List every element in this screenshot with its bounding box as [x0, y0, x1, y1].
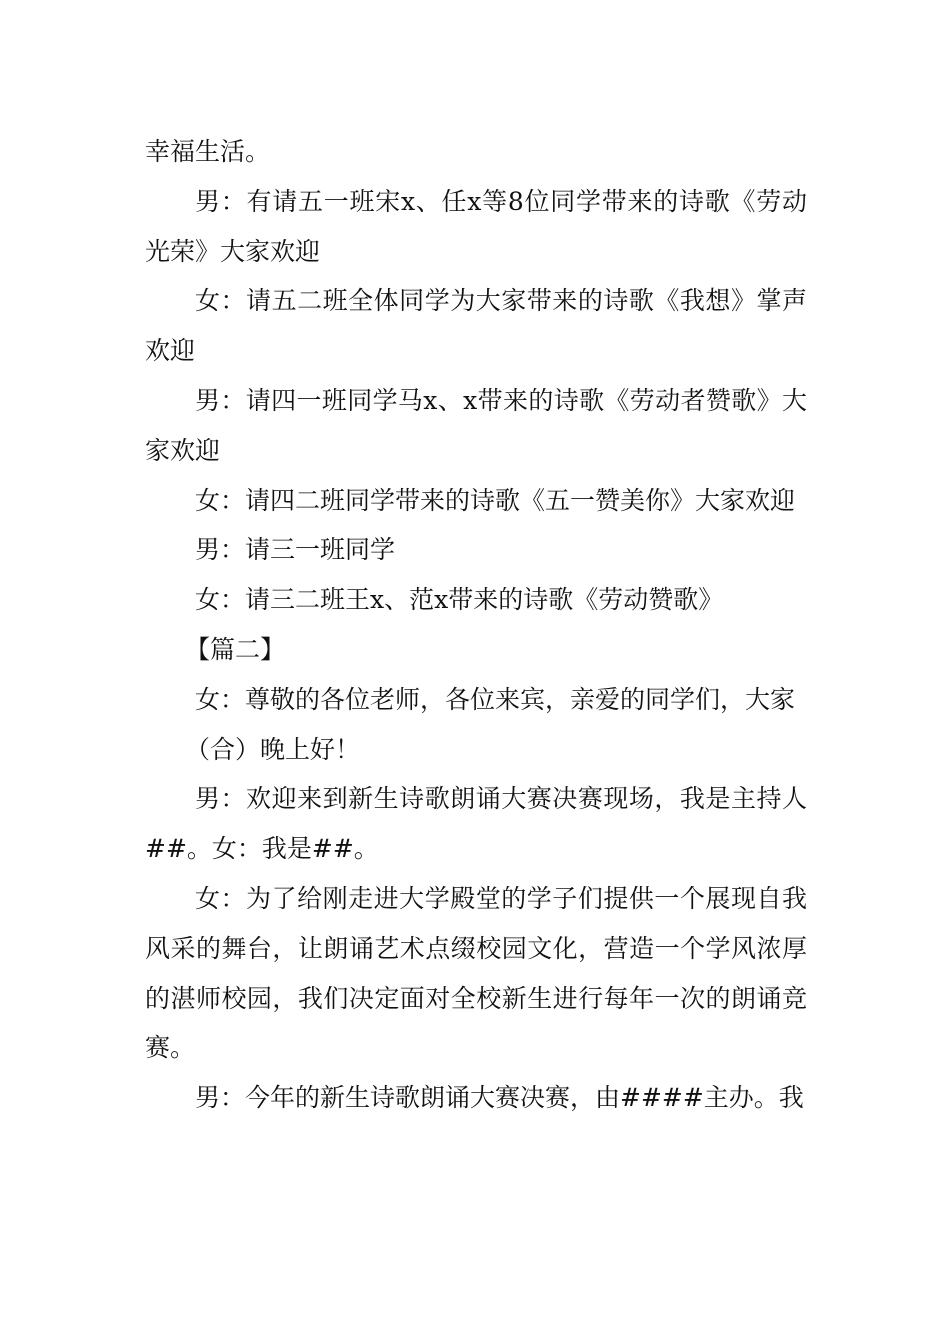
document-body	[145, 127, 807, 1123]
paragraph-together: （合）晚上好！	[185, 734, 361, 764]
paragraph-male-4: 男：欢迎来到新生诗歌朗诵大赛决赛现场，我是主持人##。女：我是##。	[145, 784, 807, 864]
section-heading: 【篇二】	[185, 634, 286, 664]
paragraph-female-3: 女：请三二班王x、范x带来的诗歌《劳动赞歌》	[195, 585, 724, 615]
paragraph-male-3: 男：请三一班同学	[195, 535, 396, 565]
paragraph-female-4: 女：尊敬的各位老师，各位来宾，亲爱的同学们，大家	[195, 684, 796, 714]
paragraph-male-5: 男：今年的新生诗歌朗诵大赛决赛，由####主办。我	[195, 1083, 804, 1113]
paragraph-male-2: 男：请四一班同学马x、x带来的诗歌《劳动者赞歌》大家欢迎	[145, 385, 807, 465]
paragraph-female-1: 女：请五二班全体同学为大家带来的诗歌《我想》掌声欢迎	[145, 286, 807, 366]
paragraph-continuation: 幸福生活。	[145, 137, 271, 166]
paragraph-female-5: 女：为了给刚走进大学殿堂的学子们提供一个展现自我风采的舞台，让朗诵艺术点缀校园文化，营造一个学风浓厚的湛师校园，我们决定面对全校新生进行每年一次的朗诵竞赛。	[145, 883, 807, 1063]
paragraph-female-2: 女：请四二班同学带来的诗歌《五一赞美你》大家欢迎	[195, 485, 796, 515]
paragraph-male-1: 男：有请五一班宋x、任x等8位同学带来的诗歌《劳动光荣》大家欢迎	[145, 186, 807, 266]
